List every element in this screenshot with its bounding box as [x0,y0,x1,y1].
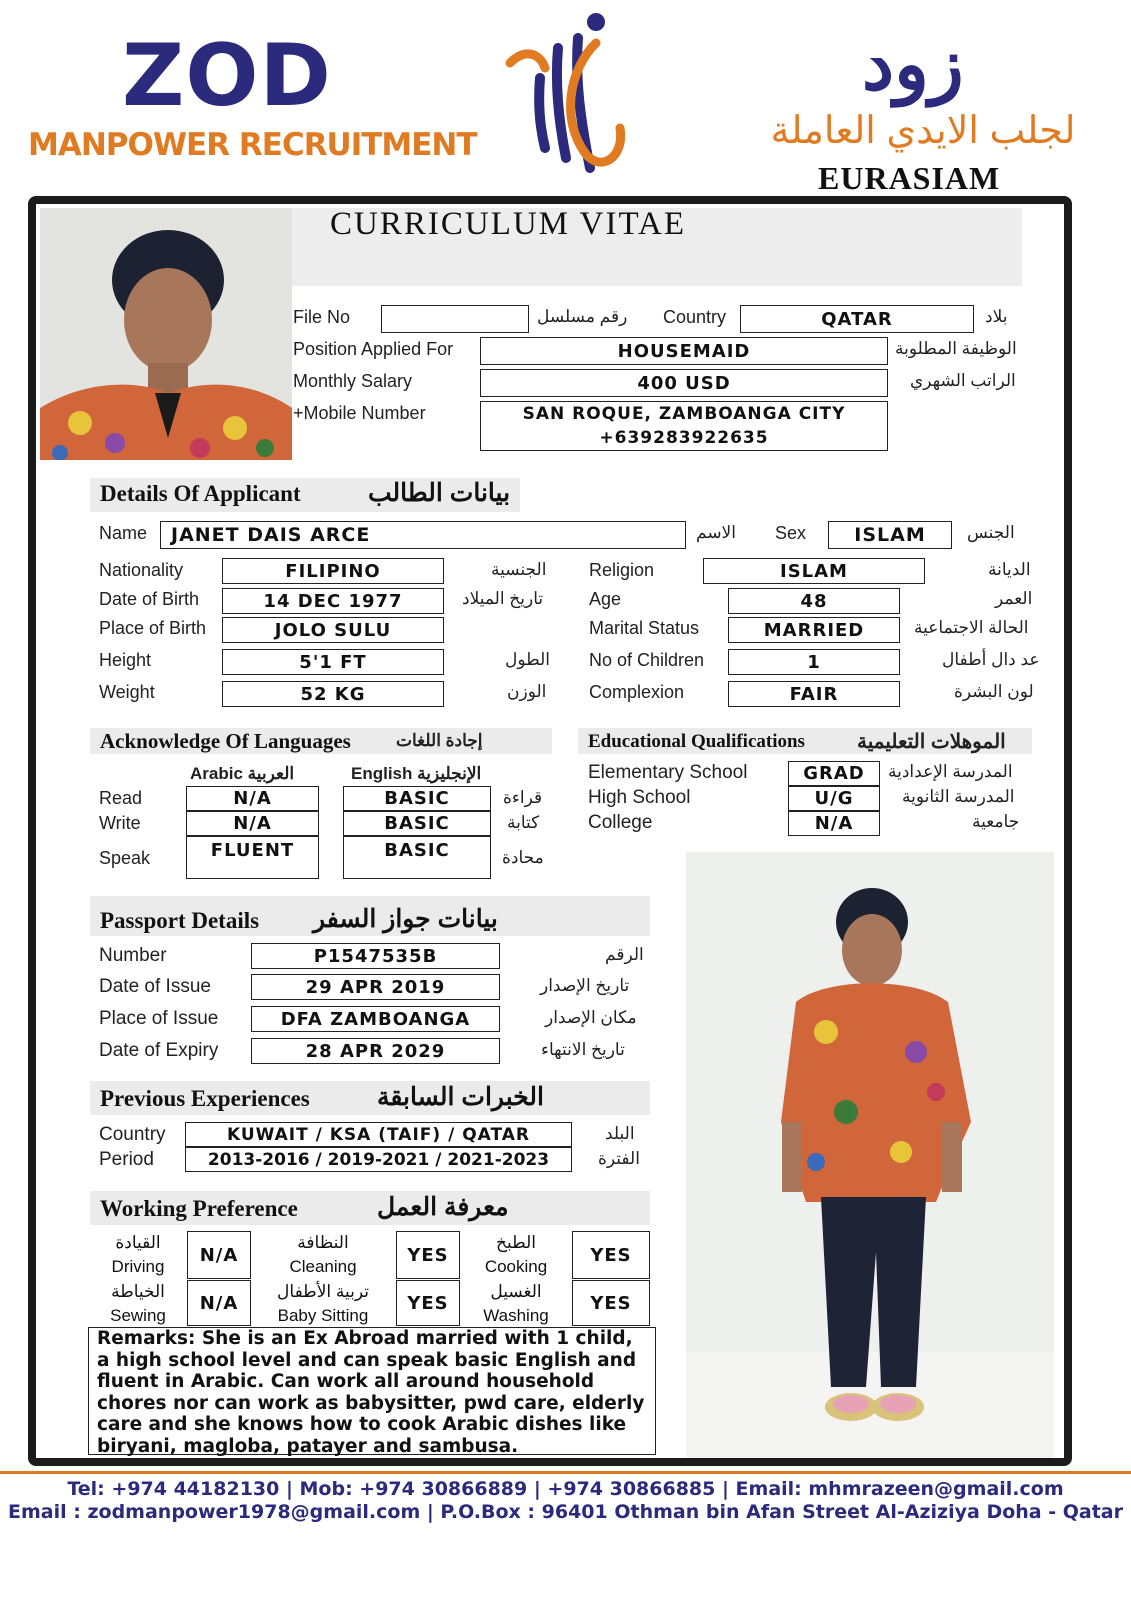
elementary-label: Elementary School [588,762,748,783]
position-label-ar: الوظيفة المطلوبة [895,339,1017,358]
pob-label: Place of Birth [99,618,207,638]
height-field: 5'1 FT [222,649,444,675]
working-section-title-ar: معرفة العمل [377,1193,509,1221]
children-field: 1 [728,649,900,675]
write-label-ar: كتابة [507,813,540,832]
applicant-fullbody-photo [686,852,1054,1458]
babysitting-label-ar: تربية الأطفال [277,1282,369,1301]
salary-label: Monthly Salary [293,371,413,391]
driving-label: Driving [111,1257,165,1276]
read-label: Read [99,788,143,808]
driving-label-ar: القيادة [115,1233,161,1252]
dob-field: 14 DEC 1977 [222,588,444,614]
applicant-portrait-photo [40,208,292,460]
remarks-box: Remarks: She is an Ex Abroad married with 1 child, a high school level and can speak basic English and fluent in Arabic. Can work all around household chores nor can work as babysitter, pwd care, elderly care and she knows how to cook Arabic dishes like biryani, magloba, patayer and sambusa. [88,1327,656,1455]
brand-logo-icon [500,8,640,178]
file-no-label-ar: رقم مسلسل [537,307,628,326]
elementary-label-ar: المدرسة الإعدادية [888,762,1013,781]
brand-logo-text: ZOD [122,26,332,126]
weight-label-ar: الوزن [507,682,547,701]
sewing-label-block [96,1280,180,1328]
cooking-field: YES [572,1231,650,1279]
speak-english-field: BASIC [343,836,491,879]
mobile-field [480,401,888,451]
passport-issue-place-field: DFA ZAMBOANGA [251,1006,500,1032]
cleaning-label: Cleaning [289,1257,357,1276]
cooking-label: Cooking [484,1257,548,1276]
read-arabic-field: N/A [186,786,319,811]
mobile-address: SAN ROQUE, ZAMBOANGA CITY [522,404,846,424]
highschool-field: U/G [788,786,880,811]
footer-divider [0,1471,1131,1474]
complexion-label: Complexion [589,682,685,702]
experience-section-title: Previous Experiences [100,1086,310,1111]
salary-label-ar: الراتب الشهري [910,371,1016,390]
nationality-label: Nationality [99,560,184,580]
footer-contact-line-1: Tel: +974 44182130 | Mob: +974 30866889 | +974 30866885 | Email: mhmrazeen@gmail.com [67,1478,1064,1500]
exp-period-field: 2013-2016 / 2019-2021 / 2021-2023 [185,1147,572,1172]
speak-label: Speak [99,848,151,868]
brand-subtitle: MANPOWER RECRUITMENT [28,127,477,163]
applicant-section-title: Details Of Applicant [100,481,301,506]
babysitting-label-block [262,1280,384,1328]
passport-issue-date-field: 29 APR 2019 [251,974,500,1000]
write-english-field: BASIC [343,811,491,836]
passport-issue-place-label: Place of Issue [99,1008,219,1029]
weight-label: Weight [99,682,155,702]
dob-label-ar: تاريخ الميلاد [462,589,544,608]
babysitting-field: YES [396,1280,460,1326]
weight-field: 52 KG [222,681,444,707]
exp-country-label: Country [99,1124,166,1145]
marital-status-field: MARRIED [728,617,900,643]
languages-section-title-ar: إجادة اللغات [396,731,483,750]
college-label: College [588,812,653,833]
col-english-label: English الإنجليزية [351,764,482,783]
sewing-field: N/A [187,1280,251,1326]
cleaning-label-block [268,1231,378,1279]
passport-expiry-field: 28 APR 2029 [251,1038,500,1064]
sex-field: ISLAM [828,521,952,549]
brand-arabic-subtitle: لجلب الايدي العاملة [770,110,1076,152]
babysitting-label: Baby Sitting [277,1306,369,1325]
passport-number-label: Number [99,945,167,966]
cleaning-label-ar: النظافة [297,1233,349,1252]
college-field: N/A [788,811,880,836]
nationality-field: FILIPINO [222,558,444,584]
highschool-label: High School [588,787,691,808]
complexion-field: FAIR [728,681,900,707]
footer-contact-line-2: Email : zodmanpower1978@gmail.com | P.O.Box : 96401 Othman bin Afan Street Al-Aziziya Doha - Qatar [8,1501,1123,1523]
cooking-label-ar: الطبخ [496,1233,536,1252]
passport-section-title-ar: بيانات جواز السفر [313,905,498,933]
passport-section-title: Passport Details [100,908,260,933]
country-label-ar: بلاد [985,307,1008,326]
mobile-number: +639283922635 [599,428,769,448]
passport-issue-date-label: Date of Issue [99,976,211,997]
religion-label: Religion [589,560,655,580]
marital-status-label-ar: الحالة الاجتماعية [914,618,1029,637]
file-no-field [381,305,529,333]
write-arabic-field: N/A [186,811,319,836]
highschool-label-ar: المدرسة الثانوية [902,787,1015,806]
sewing-label: Sewing [110,1306,166,1325]
pob-field: JOLO SULU [222,617,444,643]
name-field: JANET DAIS ARCE [160,521,686,549]
height-label: Height [99,650,152,670]
brand-eurasiam: EURASIAM [818,160,1001,196]
age-label: Age [589,589,622,609]
country-field: QATAR [740,305,974,333]
passport-expiry-label: Date of Expiry [99,1040,219,1061]
page-title: CURRICULUM VITAE [330,206,687,242]
name-label-ar: الاسم [696,523,736,542]
read-label-ar: قراءة [503,788,543,807]
mobile-label: +Mobile Number [293,403,426,423]
children-label-ar: عد دال أطفال [942,650,1040,669]
cooking-label-block [474,1231,558,1279]
children-label: No of Children [589,650,705,670]
brand-arabic-logo: زود [862,25,964,105]
height-label-ar: الطول [505,650,550,669]
washing-label: Washing [483,1306,549,1325]
position-field: HOUSEMAID [480,337,888,365]
nationality-label-ar: الجنسية [491,560,547,579]
passport-expiry-label-ar: تاريخ الانتهاء [541,1040,625,1059]
sex-label-ar: الجنس [967,523,1015,542]
col-arabic-label: Arabic العربية [190,764,295,783]
education-section-title: Educational Qualifications [588,731,805,752]
elementary-field: GRAD [788,761,880,786]
write-label: Write [99,813,141,833]
driving-label-block [96,1231,180,1279]
washing-label-ar: الغسيل [490,1282,542,1301]
passport-number-field: P1547535B [251,943,500,969]
dob-label: Date of Birth [99,589,200,609]
age-field: 48 [728,588,900,614]
salary-field: 400 USD [480,369,888,397]
driving-field: N/A [187,1231,251,1279]
complexion-label-ar: لون البشرة [954,682,1034,701]
sex-label: Sex [775,523,807,543]
exp-period-label-ar: الفترة [598,1149,640,1168]
country-label: Country [663,307,727,327]
working-section-title: Working Preference [100,1196,298,1221]
washing-field: YES [572,1280,650,1326]
religion-field: ISLAM [703,558,925,584]
marital-status-label: Marital Status [589,618,700,638]
exp-country-field: KUWAIT / KSA (TAIF) / QATAR [185,1122,572,1147]
languages-section-title: Acknowledge Of Languages [100,729,351,753]
read-english-field: BASIC [343,786,491,811]
passport-number-label-ar: الرقم [605,945,644,964]
speak-label-ar: محادة [502,848,544,867]
file-no-label: File No [293,307,351,327]
speak-arabic-field: FLUENT [186,836,319,879]
experience-section-title-ar: الخبرات السابقة [377,1083,544,1111]
exp-country-label-ar: البلد [605,1124,635,1143]
religion-label-ar: الديانة [988,560,1031,579]
applicant-section-title-ar: بيانات الطالب [368,479,511,507]
name-label: Name [99,523,148,543]
exp-period-label: Period [99,1149,154,1170]
college-label-ar: جامعية [972,812,1020,831]
age-label-ar: العمر [995,589,1033,608]
sewing-label-ar: الخياطة [111,1282,165,1301]
position-label: Position Applied For [293,339,454,359]
cleaning-field: YES [396,1231,460,1279]
washing-label-block [474,1280,558,1328]
education-section-title-ar: الموهلات التعليمية [857,731,1006,753]
passport-issue-date-label-ar: تاريخ الإصدار [540,976,630,995]
passport-issue-place-label-ar: مكان الإصدار [545,1008,637,1027]
